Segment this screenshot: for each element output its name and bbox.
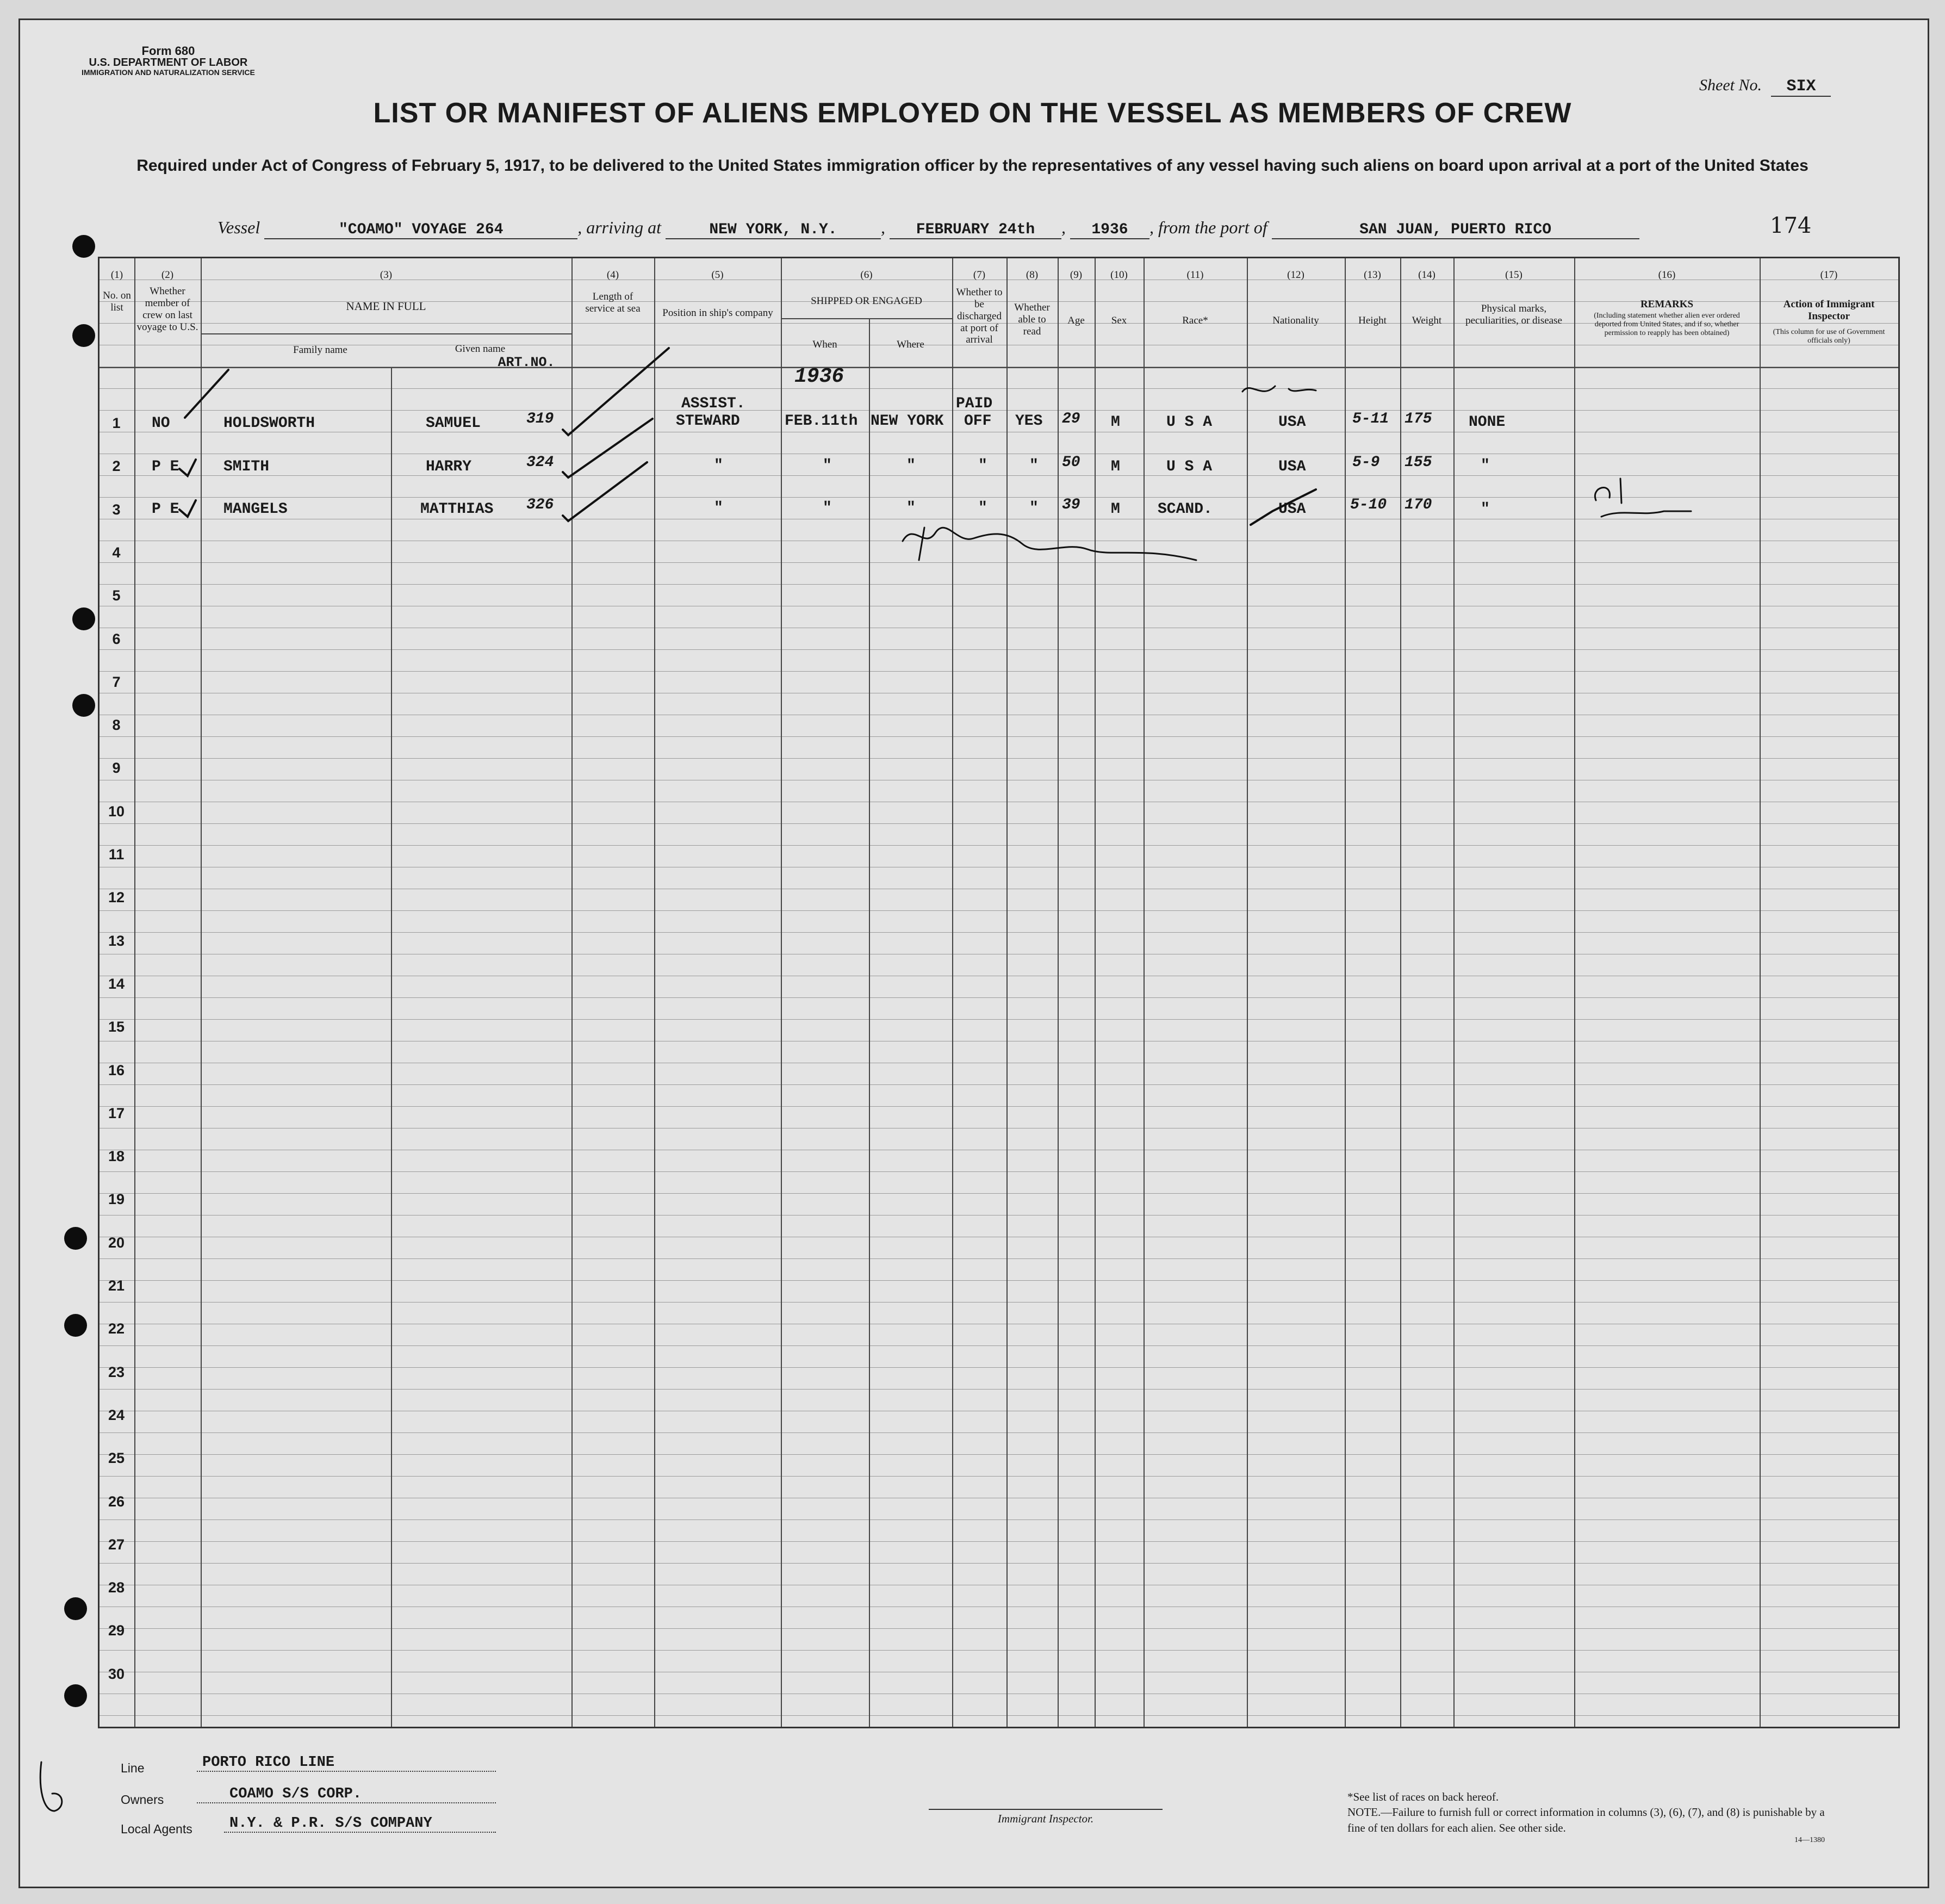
- department-name: U.S. DEPARTMENT OF LABOR: [89, 57, 248, 69]
- row-number: 15: [108, 1019, 125, 1035]
- punch-hole: [72, 607, 95, 630]
- row-number: 20: [108, 1234, 125, 1251]
- punch-hole: [64, 1597, 87, 1620]
- cell-where: ": [906, 457, 916, 474]
- col-number: (12): [1287, 269, 1304, 281]
- col-header-physical-marks: Physical marks, peculiarities, or disease: [1465, 303, 1562, 326]
- subheader-given-name: Given name: [455, 343, 506, 355]
- punch-hole: [72, 235, 95, 258]
- col-number: (1): [110, 269, 123, 281]
- row-number: 27: [108, 1536, 125, 1553]
- row-number: 2: [112, 458, 121, 475]
- cell-physical-marks: NONE: [1469, 414, 1506, 431]
- row-number: 5: [112, 587, 121, 604]
- row-number: 10: [108, 803, 125, 820]
- cell-age: 39: [1062, 497, 1080, 513]
- row-number: 7: [112, 673, 121, 690]
- subheader-inspector-note: (This column for use of Government officials only): [1773, 328, 1885, 345]
- owners-value: COAMO S/S CORP.: [197, 1786, 496, 1803]
- row-number: 9: [112, 760, 121, 777]
- cell-when: FEB.11th: [785, 413, 858, 430]
- cell-discharged: ": [978, 500, 987, 517]
- document-code: 14—1380: [1794, 1836, 1825, 1844]
- owners-label: Owners: [121, 1793, 164, 1807]
- row-number: 3: [112, 501, 121, 518]
- row-number: 25: [108, 1450, 125, 1467]
- col-number: (4): [606, 269, 619, 281]
- cell-sex: M: [1111, 458, 1120, 475]
- from-port-label: , from the port of: [1149, 218, 1267, 237]
- cell-weight: 170: [1405, 497, 1432, 513]
- col-header-height: Height: [1358, 315, 1387, 326]
- punch-hole: [64, 1227, 87, 1250]
- subheader-family-name: Family name: [293, 344, 347, 356]
- row-number: 23: [108, 1363, 125, 1380]
- cell-position: ": [714, 457, 723, 474]
- cell-position: STEWARD: [676, 413, 740, 430]
- cell-nationality: USA: [1278, 458, 1306, 475]
- subheader-where: Where: [897, 339, 924, 350]
- footer-notes: [1347, 1789, 1837, 1835]
- row-number: 1: [112, 415, 121, 431]
- sheet-number-value: SIX: [1771, 77, 1831, 97]
- col-header-inspector: Action of Immigrant Inspector: [1783, 299, 1875, 322]
- col-header-age: Age: [1067, 315, 1085, 326]
- col-header-name: NAME IN FULL: [346, 300, 426, 313]
- arriving-value: NEW YORK, N.Y.: [666, 221, 881, 239]
- cell-last-voyage: P E: [152, 501, 179, 518]
- row-number: 12: [108, 889, 125, 906]
- punch-hole: [64, 1684, 87, 1707]
- cell-discharged: OFF: [964, 413, 992, 430]
- col-header-remarks: REMARKS: [1640, 299, 1694, 310]
- row-number: 13: [108, 932, 125, 949]
- form-number: Form 680: [141, 44, 195, 58]
- col-number: (13): [1364, 269, 1381, 281]
- cell-race: SCAND.: [1158, 501, 1213, 518]
- year-annotation: 1936: [794, 365, 844, 388]
- subheader-art-no: ART.NO.: [498, 355, 555, 370]
- list-number: 174: [1770, 213, 1812, 238]
- cell-family-name: HOLDSWORTH: [223, 415, 315, 432]
- cell-given-name: MATTHIAS: [420, 501, 494, 518]
- col-number: (9): [1070, 269, 1083, 281]
- punch-hole: [72, 324, 95, 347]
- service-name: IMMIGRATION AND NATURALIZATION SERVICE: [82, 68, 255, 77]
- col-number: (17): [1820, 269, 1838, 281]
- col-header-read: Whether able to read: [1014, 302, 1050, 337]
- col-number: (15): [1505, 269, 1523, 281]
- cell-height: 5-11: [1352, 411, 1389, 427]
- cell-physical-marks: ": [1481, 457, 1490, 474]
- row-number: 21: [108, 1277, 125, 1294]
- cell-race: U S A: [1166, 414, 1213, 431]
- col-header-last-voyage: Whether member of crew on last voyage to U.S.: [136, 286, 198, 333]
- row-number: 17: [108, 1105, 125, 1121]
- cell-when: ": [823, 500, 832, 517]
- row-number: 11: [108, 846, 125, 863]
- footer-agents: [121, 1815, 432, 1837]
- row-number: 30: [108, 1665, 125, 1682]
- col-number: (8): [1026, 269, 1039, 281]
- col-header-discharged: Whether to be discharged at port of arrival: [956, 287, 1003, 346]
- cell-read: ": [1029, 457, 1039, 474]
- cell-sex: M: [1111, 414, 1120, 431]
- col-number: (2): [161, 269, 174, 281]
- vessel-label: Vessel: [218, 218, 260, 237]
- subheader-remarks-note: (Including statement whether alien ever ordered deported from United States, and if so, whether permission to reapply has been obtained): [1594, 312, 1740, 338]
- col-header-race: Race*: [1182, 315, 1208, 326]
- cell-physical-marks: ": [1481, 501, 1490, 518]
- row-number: 14: [108, 975, 125, 992]
- cell-art-no: 326: [526, 497, 554, 513]
- punch-hole: [72, 694, 95, 717]
- footer-line: [121, 1754, 335, 1776]
- page-subtitle: Required under Act of Congress of February 5, 1917, to be delivered to the United States immigration officer by the representatives of any vessel having such aliens on board upon arrival at a port of the United States: [136, 157, 1809, 175]
- cell-discharged: PAID: [956, 395, 993, 412]
- row-number: 29: [108, 1622, 125, 1639]
- sheet-number: [1699, 76, 1831, 97]
- page-title: LIST OR MANIFEST OF ALIENS EMPLOYED ON THE VESSEL AS MEMBERS OF CREW: [373, 97, 1572, 129]
- col-number: (11): [1186, 269, 1204, 281]
- cell-read: YES: [1015, 413, 1043, 430]
- immigrant-inspector-signature-line: Immigrant Inspector.: [929, 1809, 1163, 1826]
- line-value: PORTO RICO LINE: [197, 1754, 496, 1772]
- cell-family-name: SMITH: [223, 458, 270, 475]
- form-identifier: [82, 45, 255, 77]
- arrival-year: 1936: [1070, 221, 1149, 239]
- footer-owners: [121, 1786, 362, 1807]
- col-number: (10): [1110, 269, 1128, 281]
- row-number: 19: [108, 1191, 125, 1208]
- row-number: 6: [112, 630, 121, 647]
- cell-age: 29: [1062, 411, 1080, 427]
- col-number: (16): [1658, 269, 1676, 281]
- col-number: (3): [380, 269, 393, 281]
- cell-position: ASSIST.: [681, 395, 745, 412]
- col-header-no: No. on list: [103, 290, 131, 313]
- cell-when: ": [823, 457, 832, 474]
- col-header-position: Position in ship's company: [662, 307, 773, 319]
- cell-nationality: USA: [1278, 414, 1306, 431]
- cell-read: ": [1029, 500, 1039, 517]
- crew-table: [98, 257, 1900, 1728]
- col-header-weight: Weight: [1412, 315, 1442, 326]
- col-number: (5): [711, 269, 724, 281]
- cell-discharged: ": [978, 457, 987, 474]
- row-number: 28: [108, 1579, 125, 1596]
- cell-family-name: MANGELS: [223, 501, 288, 518]
- row-number: 24: [108, 1406, 125, 1423]
- cell-sex: M: [1111, 501, 1120, 518]
- cell-art-no: 319: [526, 411, 554, 427]
- races-note: *See list of races on back hereof.: [1347, 1790, 1499, 1803]
- vessel-line: Vessel "COAMO" VOYAGE 264 , arriving at NEW YORK, N.Y. , FEBRUARY 24th , 1936 , from the port of SAN JUAN, PUERTO RICO: [218, 218, 1822, 239]
- col-number: (6): [860, 269, 873, 281]
- cell-art-no: 324: [526, 454, 554, 471]
- col-number: (7): [973, 269, 986, 281]
- agents-value: N.Y. & P.R. S/S COMPANY: [224, 1815, 496, 1833]
- vessel-value: "COAMO" VOYAGE 264: [264, 221, 577, 239]
- cell-given-name: SAMUEL: [426, 415, 481, 432]
- col-header-length: Length of service at sea: [585, 291, 641, 314]
- cell-given-name: HARRY: [426, 458, 472, 475]
- penalty-note: NOTE.—Failure to furnish full or correct information in columns (3), (6), (7), and (8) is punishable by a fine of ten dollars for each alien. See other side.: [1347, 1806, 1825, 1834]
- cell-where: NEW YORK: [871, 413, 944, 430]
- cell-weight: 155: [1405, 454, 1432, 471]
- agents-label: Local Agents: [121, 1822, 192, 1836]
- col-header-shipped: SHIPPED OR ENGAGED: [811, 295, 922, 307]
- cell-height: 5-10: [1350, 497, 1387, 513]
- punch-hole: [64, 1314, 87, 1337]
- col-number: (14): [1418, 269, 1436, 281]
- sheet-number-label: Sheet No.: [1699, 76, 1762, 94]
- cell-nationality: USA: [1278, 501, 1306, 518]
- cell-age: 50: [1062, 454, 1080, 471]
- row-number: 16: [108, 1062, 125, 1078]
- row-number: 18: [108, 1148, 125, 1165]
- row-number: 4: [112, 544, 121, 561]
- row-number: 26: [108, 1493, 125, 1510]
- col-header-nationality: Nationality: [1272, 315, 1319, 326]
- row-number: 22: [108, 1320, 125, 1337]
- cell-height: 5-9: [1352, 454, 1380, 471]
- line-label: Line: [121, 1761, 145, 1775]
- cell-last-voyage: NO: [152, 415, 170, 432]
- subheader-when: When: [812, 339, 837, 350]
- arrival-date: FEBRUARY 24th: [890, 221, 1061, 239]
- arriving-label: , arriving at: [577, 218, 661, 237]
- port-value: SAN JUAN, PUERTO RICO: [1272, 221, 1639, 239]
- cell-position: ": [714, 500, 723, 517]
- cell-race: U S A: [1166, 458, 1213, 475]
- cell-weight: 175: [1405, 411, 1432, 427]
- col-header-sex: Sex: [1111, 315, 1127, 326]
- cell-last-voyage: P E: [152, 458, 179, 475]
- cell-where: ": [906, 500, 916, 517]
- row-number: 8: [112, 717, 121, 734]
